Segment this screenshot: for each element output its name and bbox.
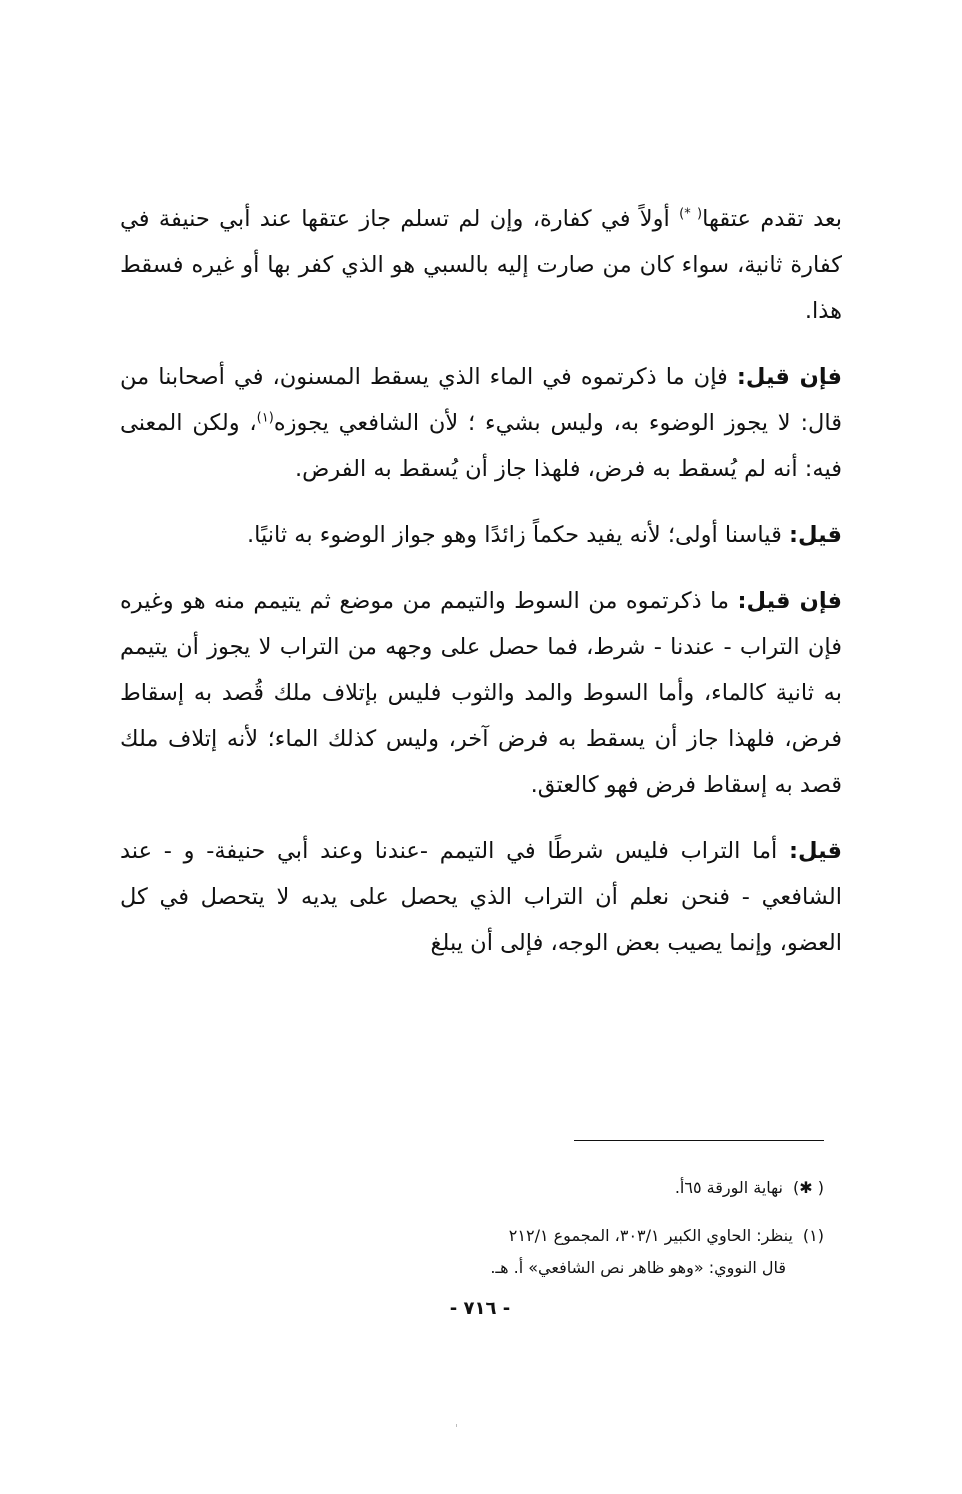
- paragraph-5: [120, 828, 842, 966]
- footnote-star-text: نهاية الورقة ٦٥أ.: [674, 1178, 784, 1197]
- footnotes: [380, 1172, 824, 1284]
- footnote-ref-1[interactable]: (١): [256, 410, 274, 426]
- paragraph-2-text-a: فإن ما ذكرتموه في الماء الذي يسقط المسنون، في أصحابنا من قال: لا يجوز الوضوء به، وليس بشيء ؛ لأن الشافعي يجوزه: [120, 364, 842, 436]
- paragraph-5-lead: قيل:: [789, 838, 842, 864]
- footnote-star: [380, 1172, 824, 1204]
- paragraph-2-lead: فإن قيل:: [736, 364, 842, 390]
- paragraph-5-text: أما التراب فليس شرطًا في التيمم -عندنا وعند أبي حنيفة- و - عند الشافعي - فنحن نعلم أن التراب الذي يحصل على يديه لا يتحصل في كل العضو، وإنما يصيب بعض الوجه، فإلى أن يبلغ: [120, 838, 842, 956]
- footnote-1: [380, 1220, 824, 1252]
- paragraph-2: [120, 354, 842, 492]
- main-text: [120, 196, 842, 986]
- footnote-1-line2: قال النووي: «وهو ظاهر نص الشافعي» أ. هـ.: [490, 1258, 786, 1277]
- paragraph-3-text: قياسنا أولى؛ لأنه يفيد حكماً زائدًا وهو جواز الوضوء به ثانيًا.: [246, 522, 789, 548]
- footnote-1-line1: ينظر: الحاوي الكبير ٣٠٣/١، المجموع ٢١٢/١: [508, 1226, 793, 1245]
- footnote-divider: [574, 1140, 824, 1141]
- footnote-1-continuation: [380, 1252, 824, 1284]
- footnote-1-mark: (١): [802, 1226, 824, 1245]
- paragraph-4: [120, 578, 842, 808]
- paragraph-1: [120, 196, 842, 334]
- page-number: - ٧١٦ -: [449, 1298, 511, 1319]
- footnote-star-mark: ( ✱): [793, 1178, 824, 1197]
- paragraph-1-text-a: بعد تقدم عتقها: [702, 206, 842, 232]
- paragraph-3: [120, 512, 842, 558]
- paragraph-1-text-b: أولاً في كفارة، وإن لم تسلم جاز عتقها عند أبي حنيفة في كفارة ثانية، سواء كان من صارت إليه بالسبي هو الذي كفر بها أو غيره فسقط هذا.: [120, 206, 842, 324]
- paragraph-3-lead: قيل:: [789, 522, 842, 548]
- paragraph-4-text: ما ذكرتموه من السوط والتيمم من موضع ثم يتيمم منه هو وغيره فإن التراب - عندنا - شرط، فما حصل على وجهه من التراب لا يجوز أن يتيمم به ثانية كالماء، وأما السوط والمد والثوب فليس بإتلاف ملك قُصد به إسقاط فرض، فلهذا جاز أن يسقط به فرض آخر، وليس كذلك الماء؛ لأنه إتلاف ملك قصد به إسقاط فرض فهو كالعتق.: [120, 588, 842, 798]
- scan-speck: [456, 1424, 457, 1427]
- paragraph-2-text-b: ، ولكن المعنى فيه: أنه لم يُسقط به فرض، فلهذا جاز أن يُسقط به الفرض.: [120, 410, 842, 482]
- paragraph-4-lead: فإن قيل:: [737, 588, 842, 614]
- footnote-ref-star[interactable]: ( *): [679, 206, 703, 222]
